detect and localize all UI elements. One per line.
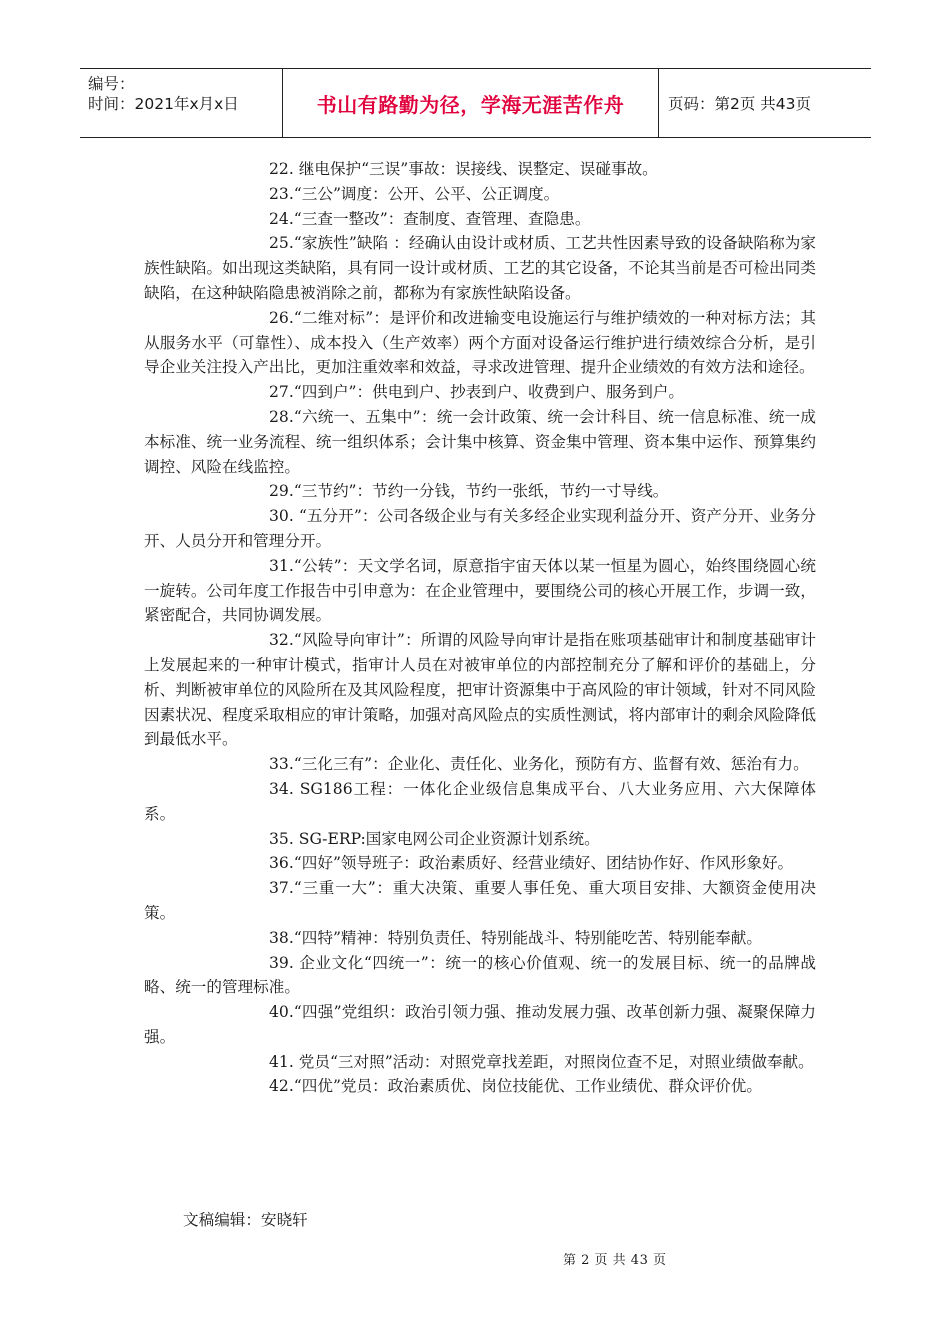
page-footer: 第 2 页 共 43 页 [563,1253,667,1268]
number-label: 编号： [88,75,135,93]
paragraph-item: 38.“四特”精神：特别负责任、特别能战斗、特别能吃苦、特别能奉献。 [269,928,762,947]
paragraph-item: 39. 企业文化“四统一”：统一的核心价值观、统一的发展目标、统一的品牌战略、统一的管理标准。 [144,953,816,997]
paragraph-item: 22. 继电保护“三误”事故：误接线、误整定、误碰事故。 [269,160,658,178]
paragraph-item: 35. SG-ERP:国家电网公司企业资源计划系统。 [269,829,600,848]
paragraph-item: 24.“三查一整改”：查制度、查管理、查隐患。 [269,209,591,228]
page-info: 页码：第2页 共43页 [668,95,812,113]
paragraph-item: 36.“四好”领导班子：政治素质好、经营业绩好、团结协作好、作风形象好。 [269,854,794,873]
header-page-cell [659,69,871,137]
paragraph-item: 37.“三重一大”：重大决策、重要人事任免、重大项目安排、大额资金使用决策。 [144,879,816,922]
paragraph-item: 40.“四强”党组织：政治引领力强、推动发展力强、改革创新力强、凝聚保障力强。 [144,1003,816,1046]
time-label: 时间：2021年x月x日 [88,95,239,113]
page-header [80,68,871,138]
paragraph-item: 34. SG186工程：一体化企业级信息集成平台、八大业务应用、六大保障体系。 [144,779,816,823]
paragraph-item: 32.“风险导向审计”：所谓的风险导向审计是指在账项基础审计和制度基础审计上发展起来的一种审计模式，指审计人员在对被审单位的内部控制充分了解和评价的基础上，分析、判断被审单位的风险所在及其风险程度，把审计资源集中于高风险的审计领域，针对不同风险因素状况、程度采取相应的审计策略，加强对高风险点的实质性测试，将内部审计的剩余风险降低到最低水平。 [144,631,816,749]
paragraph-item: 41. 党员“三对照”活动：对照党章找差距，对照岗位查不足，对照业绩做奉献。 [269,1052,814,1071]
editor-credit: 文稿编辑：安晓轩 [183,1211,308,1229]
paragraph-item: 30. “五分开”：公司各级企业与有关多经企业实现利益分开、资产分开、业务分开、人员分开和管理分开。 [144,507,816,550]
paragraph-item: 33.“三化三有”：企业化、责任化、业务化，预防有方、监督有效、惩治有力。 [269,755,809,774]
document-body [144,157,816,1099]
paragraph-item: 25.“家族性”缺陷 ：经确认由设计或材质、工艺共性因素导致的设备缺陷称为家族性缺陷。如出现这类缺陷，具有同一设计或材质、工艺的其它设备，不论其当前是否可检出同类缺陷，在这种缺陷隐患被消除之前，都称为有家族性缺陷设备。 [144,234,816,302]
paragraph-item: 28.“六统一、五集中”：统一会计政策、统一会计科目、统一信息标准、统一成本标准、统一业务流程、统一组织体系；会计集中核算、资金集中管理、资本集中运作、预算集约调控、风险在线监控。 [144,407,816,476]
paragraph-item: 42.“四优”党员：政治素质优、岗位技能优、工作业绩优、群众评价优。 [269,1077,762,1096]
motto-text: 书山有路勤为径，学海无涯苦作舟 [316,92,625,117]
paragraph-item: 27.“四到户”：供电到户、抄表到户、收费到户、服务到户。 [269,383,684,402]
header-meta-cell [80,69,283,137]
header-motto-cell [283,69,659,137]
paragraph-item: 29.“三节约”：节约一分钱，节约一张纸，节约一寸导线。 [269,482,669,501]
paragraph-item: 26.“二维对标”：是评价和改进输变电设施运行与维护绩效的一种对标方法；其从服务水平（可靠性）、成本投入（生产效率）两个方面对设备运行维护进行绩效综合分析，是引导企业关注投入产出比，更加注重效率和效益，寻求改进管理、提升企业绩效的有效方法和途径。 [144,308,816,377]
paragraph-item: 31.“公转”：天文学名词，原意指宇宙天体以某一恒星为圆心，始终围绕圆心统一旋转。公司年度工作报告中引申意为：在企业管理中，要围绕公司的核心开展工作，步调一致，紧密配合，共同协调发展。 [144,556,816,625]
paragraph-item: 23.“三公”调度：公开、公平、公正调度。 [269,184,560,203]
